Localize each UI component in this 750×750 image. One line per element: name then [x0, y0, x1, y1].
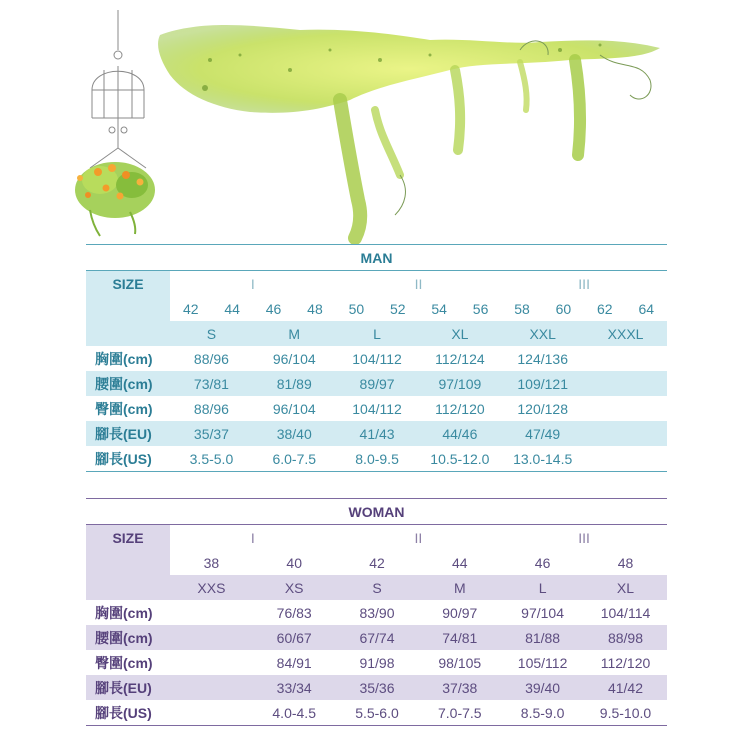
measure-cell: [170, 650, 253, 675]
size-header: SIZE: [86, 525, 170, 551]
measure-cell: 44/46: [418, 421, 501, 446]
size-group-label: II: [414, 275, 423, 292]
measure-cell: 88/98: [584, 625, 667, 650]
measure-cell: 67/74: [336, 625, 419, 650]
measure-cell: 90/97: [442, 604, 478, 621]
measure-cell: 88/96: [193, 350, 229, 367]
measure-cell: 3.5-5.0: [189, 450, 234, 467]
measure-cell: 97/104: [521, 604, 564, 621]
measure-cell: 4.0-4.5: [272, 704, 316, 721]
measure-cell: 10.5-12.0: [430, 450, 490, 467]
size-group-label: III: [578, 529, 590, 546]
eu-size: 58: [514, 300, 530, 317]
measure-cell: 104/112: [352, 350, 402, 367]
eu-size: 44: [224, 300, 240, 317]
measure-cell: 47/49: [501, 421, 584, 446]
measure-cell: [170, 675, 253, 700]
eu-size: 48: [307, 300, 323, 317]
row-label-hip: 臀圍(cm): [95, 654, 153, 671]
letter-size: S: [170, 321, 253, 346]
hanging-vine-3: [455, 70, 460, 150]
measure-cell: 112/120: [435, 400, 485, 417]
header-spacer: [86, 575, 170, 600]
letter-size: XL: [584, 575, 667, 600]
measure-cell: 104/114: [600, 604, 651, 621]
measure-cell: 39/40: [501, 675, 584, 700]
birdcage-icon: [90, 10, 146, 168]
measure-cell: 7.0-7.5: [437, 704, 482, 721]
measure-cell: 112/124: [435, 350, 485, 367]
measure-cell: 109/121: [501, 371, 584, 396]
measure-cell: [584, 421, 667, 446]
measure-cell: 6.0-7.5: [272, 450, 317, 467]
measure-cell: 5.5-6.0: [355, 704, 399, 721]
measure-cell: [584, 371, 667, 396]
measure-cell: 84/91: [276, 654, 312, 671]
hanging-vine-2: [375, 110, 400, 175]
measure-cell: [170, 625, 253, 650]
tendril: [395, 175, 405, 215]
row-label-waist: 腰圍(cm): [86, 625, 170, 650]
measure-cell: [170, 700, 253, 726]
size-group-label: I: [250, 275, 255, 292]
row-label-chest: 胸圍(cm): [95, 350, 153, 367]
eu-size: 52: [389, 300, 406, 317]
measure-cell: 13.0-14.5: [513, 450, 573, 467]
measure-cell: 8.0-9.5: [355, 450, 399, 467]
eu-size: 64: [638, 300, 655, 317]
eu-size: 54: [431, 300, 447, 317]
measure-cell: 98/105: [438, 654, 482, 671]
measure-cell: 33/34: [253, 675, 336, 700]
measure-cell: 74/81: [418, 625, 501, 650]
hanging-vine-5: [520, 62, 527, 110]
eu-size: 62: [597, 300, 613, 317]
measure-cell: 60/67: [253, 625, 336, 650]
letter-size: XS: [253, 575, 336, 600]
eu-size: 44: [452, 554, 468, 571]
measure-cell: 41/43: [336, 421, 419, 446]
watercolor-vine-illustration: [0, 0, 750, 245]
man-size-table: [86, 244, 667, 472]
row-label-waist: 腰圍(cm): [86, 371, 170, 396]
measure-cell: [584, 346, 667, 371]
measure-cell: 81/89: [253, 371, 336, 396]
measure-cell: 35/37: [170, 421, 253, 446]
measure-cell: 73/81: [170, 371, 253, 396]
size-group-label: I: [250, 529, 255, 546]
eu-size: 60: [555, 300, 572, 317]
measure-cell: 8.5-9.0: [520, 704, 565, 721]
header-spacer: [86, 296, 170, 321]
measure-cell: 37/38: [418, 675, 501, 700]
eu-size: 46: [265, 300, 282, 317]
measure-cell: [170, 600, 253, 625]
measure-cell: 76/83: [276, 604, 312, 621]
letter-size: L: [501, 575, 584, 600]
size-group-label: II: [414, 529, 423, 546]
row-label-foot-eu: 腳長(EU): [86, 675, 170, 700]
eu-size: 42: [182, 300, 199, 317]
measure-cell: 88/96: [193, 400, 229, 417]
measure-cell: 112/120: [600, 654, 651, 671]
letter-size: M: [418, 575, 501, 600]
row-label-foot-us: 腳長(US): [95, 450, 152, 467]
letter-size: L: [336, 321, 419, 346]
letter-size: XXXL: [584, 321, 667, 346]
letter-size: S: [336, 575, 419, 600]
woman-table-title: WOMAN: [86, 499, 667, 525]
measure-cell: 89/97: [336, 371, 419, 396]
row-label-foot-us: 腳長(US): [95, 704, 152, 721]
measure-cell: 81/88: [501, 625, 584, 650]
measure-cell: [584, 396, 667, 421]
measure-cell: 38/40: [253, 421, 336, 446]
measure-cell: 91/98: [359, 654, 395, 671]
measure-cell: 120/128: [517, 400, 568, 417]
measure-cell: [584, 446, 667, 472]
row-label-foot-eu: 腳長(EU): [86, 421, 170, 446]
tendril: [600, 55, 651, 99]
row-label-hip: 臀圍(cm): [95, 400, 153, 417]
measure-cell: 104/112: [352, 400, 402, 417]
measure-cell: 9.5-10.0: [599, 704, 652, 721]
measure-cell: 83/90: [359, 604, 395, 621]
eu-size: 56: [472, 300, 489, 317]
hanging-vine-1: [340, 100, 360, 238]
row-label-chest: 胸圍(cm): [95, 604, 153, 621]
flower-basket-icon: [75, 162, 155, 236]
header-spacer: [86, 550, 170, 575]
eu-size: 46: [534, 554, 551, 571]
eu-size: 42: [369, 554, 385, 571]
size-group-label: III: [578, 275, 590, 292]
letter-size: M: [253, 321, 336, 346]
measure-cell: 124/136: [517, 350, 568, 367]
eu-size: 50: [348, 300, 365, 317]
measure-cell: 105/112: [517, 654, 568, 671]
measure-cell: 97/109: [418, 371, 501, 396]
measure-cell: 41/42: [584, 675, 667, 700]
letter-size: XL: [418, 321, 501, 346]
man-table-title: MAN: [86, 245, 667, 271]
letter-size: XXL: [501, 321, 584, 346]
measure-cell: 96/104: [272, 400, 316, 417]
eu-size: 48: [617, 554, 634, 571]
letter-size: XXS: [170, 575, 253, 600]
measure-cell: 96/104: [272, 350, 316, 367]
size-header: SIZE: [86, 271, 170, 297]
measure-cell: 35/36: [336, 675, 419, 700]
eu-size: 38: [203, 554, 220, 571]
header-spacer: [86, 321, 170, 346]
woman-size-table: [86, 498, 667, 726]
eu-size: 40: [286, 554, 302, 571]
hanging-vine-4: [575, 60, 580, 155]
